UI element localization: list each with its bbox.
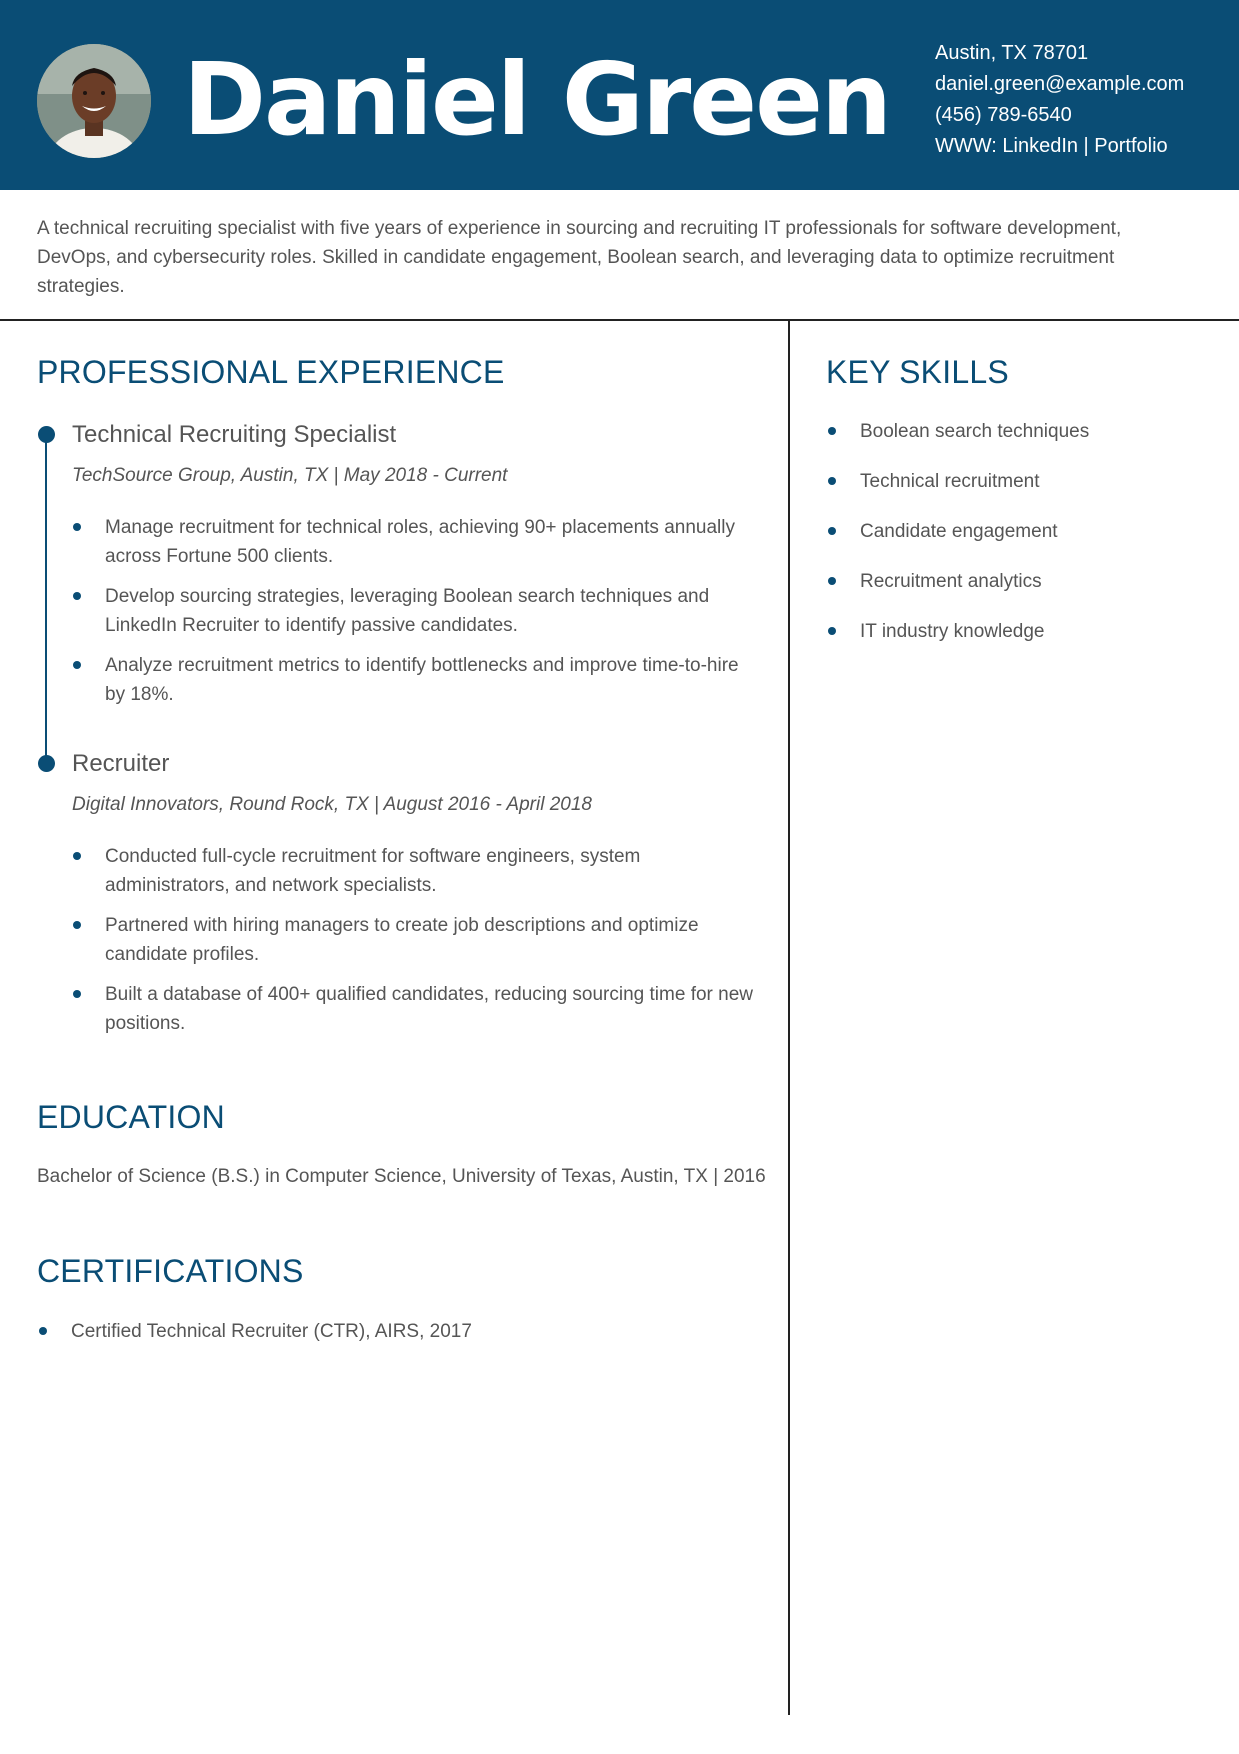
skills-list: [860, 417, 1220, 646]
list-item: Certified Technical Recruiter (CTR), AIRS, 2017: [71, 1317, 751, 1346]
certifications-list: [71, 1317, 751, 1346]
bullet-icon: [828, 577, 836, 585]
bullet-icon: [73, 990, 81, 998]
job-meta: Digital Innovators, Round Rock, TX | August 2016 - April 2018: [72, 794, 592, 815]
list-item: IT industry knowledge: [860, 617, 1220, 646]
job-title: Recruiter: [72, 750, 170, 777]
timeline-line: [45, 435, 47, 763]
contact-web-links[interactable]: WWW: LinkedIn | Portfolio: [935, 135, 1168, 157]
timeline-dot: [38, 426, 55, 443]
avatar: [37, 44, 151, 158]
header-banner: [0, 0, 1239, 190]
bullet-icon: [73, 852, 81, 860]
contact-phone[interactable]: (456) 789-6540: [935, 104, 1072, 126]
profile-photo: [37, 44, 151, 158]
job-title: Technical Recruiting Specialist: [72, 421, 397, 448]
contact-email[interactable]: daniel.green@example.com: [935, 73, 1185, 95]
list-item: Boolean search techniques: [860, 417, 1220, 446]
bullet-icon: [39, 1327, 47, 1335]
contact-block: [935, 38, 1184, 162]
bullet-icon: [73, 921, 81, 929]
divider-horizontal: [0, 319, 1239, 321]
bullet-icon: [73, 661, 81, 669]
bullet-icon: [73, 592, 81, 600]
contact-address: Austin, TX 78701: [935, 42, 1089, 64]
list-item: Analyze recruitment metrics to identify bottlenecks and improve time-to-hire by 18%.: [105, 651, 755, 709]
list-item: Technical recruitment: [860, 467, 1220, 496]
summary: A technical recruiting specialist with five years of experience in sourcing and recruiting IT professionals for software development, DevOps, and cybersecurity roles. Skilled in candidate engagement, Boolean search, and leveraging data to optimize recruitment strategies.: [37, 218, 1122, 297]
list-item: Built a database of 400+ qualified candidates, reducing sourcing time for new positions.: [105, 980, 755, 1038]
bullet-icon: [828, 427, 836, 435]
list-item: Candidate engagement: [860, 517, 1220, 546]
list-item: Manage recruitment for technical roles, achieving 90+ placements annually across Fortune 500 clients.: [105, 513, 755, 571]
job-bullets: [105, 842, 755, 1038]
list-item: Develop sourcing strategies, leveraging Boolean search techniques and LinkedIn Recruiter to identify passive candidates.: [105, 582, 755, 640]
bullet-icon: [828, 527, 836, 535]
education-heading: EDUCATION: [37, 1099, 225, 1135]
job-bullets: [105, 513, 755, 709]
certifications-heading: CERTIFICATIONS: [37, 1253, 304, 1289]
education-entry: Bachelor of Science (B.S.) in Computer Science, University of Texas, Austin, TX | 2016: [37, 1166, 766, 1187]
list-item: Partnered with hiring managers to create job descriptions and optimize candidate profiles.: [105, 911, 755, 969]
bullet-icon: [73, 523, 81, 531]
skills-heading: KEY SKILLS: [826, 354, 1009, 390]
divider-vertical: [788, 321, 790, 1715]
candidate-name: Daniel Green: [183, 41, 891, 158]
bullet-icon: [828, 627, 836, 635]
bullet-icon: [828, 477, 836, 485]
list-item: Recruitment analytics: [860, 567, 1220, 596]
experience-heading: PROFESSIONAL EXPERIENCE: [37, 354, 505, 390]
list-item: Conducted full-cycle recruitment for software engineers, system administrators, and network specialists.: [105, 842, 755, 900]
timeline-dot: [38, 755, 55, 772]
job-meta: TechSource Group, Austin, TX | May 2018 - Current: [72, 465, 508, 486]
